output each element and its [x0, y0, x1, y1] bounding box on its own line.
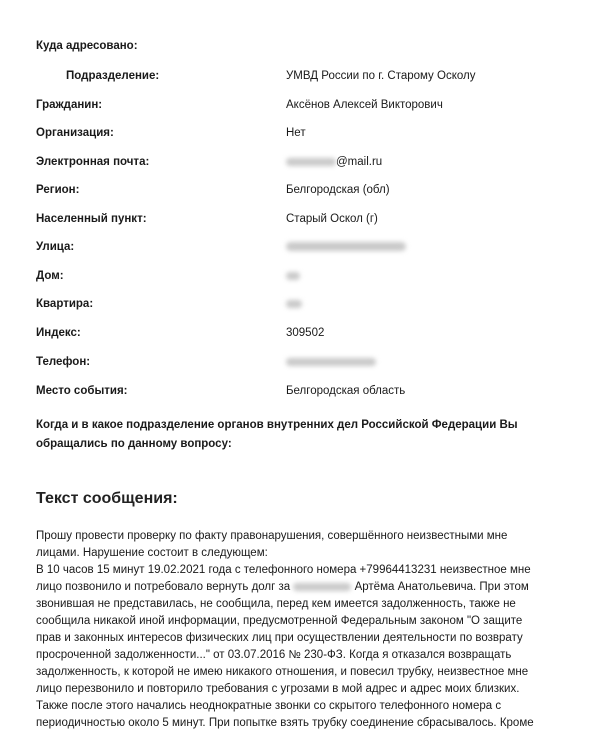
field-row-organization [0, 127, 595, 143]
redacted-blur [286, 242, 406, 251]
field-value-event-place: Белгородская область [286, 385, 406, 397]
email-domain: @mail.ru [336, 156, 383, 168]
field-row-house [0, 270, 595, 286]
field-label-organization: Организация: [36, 127, 114, 139]
field-row-email [0, 156, 595, 172]
field-value-email [286, 156, 382, 168]
message-line [36, 579, 556, 596]
message-title: Текст сообщения: [36, 490, 178, 507]
field-value-house [286, 270, 300, 282]
field-label-email: Электронная почта: [36, 156, 150, 168]
field-label-region: Регион: [36, 184, 80, 196]
field-row-phone [0, 356, 595, 372]
message-body [36, 528, 556, 732]
message-line: задолженность, к которой не имею никакого отношения, и повесил трубку, неизвестное мне [36, 666, 529, 678]
redacted-blur [286, 272, 300, 280]
message-line: лицо перезвонило и повторило требования с угрозами в мой адрес и адрес моих близких. [36, 683, 520, 695]
field-value-apartment [286, 298, 302, 310]
message-line: Также после этого начались неоднократные звонки со скрытого телефонного номера с [36, 700, 502, 712]
field-row-street [0, 241, 595, 257]
field-value-region: Белгородская (обл) [286, 184, 390, 196]
field-label-index: Индекс: [36, 327, 81, 339]
field-label-event-place: Место события: [36, 385, 128, 397]
field-value-settlement: Старый Оскол (г) [286, 213, 378, 225]
message-line: просроченной задолженности..." от 03.07.2016 № 230-ФЗ. Когда я отказался возвращать [36, 649, 512, 661]
field-row-region [0, 184, 595, 200]
redacted-blur [293, 583, 351, 591]
field-value-index: 309502 [286, 327, 325, 339]
field-value-citizen: Аксёнов Алексей Викторович [286, 99, 443, 111]
message-line: сообщила никакой иной информации, предусмотренной Федеральным законом "О защите [36, 615, 523, 627]
question-line: Когда и в какое подразделение органов внутренних дел Российской Федерации Вы [36, 419, 518, 431]
field-label-street: Улица: [36, 241, 75, 253]
message-line-part: лицо позвонило и потребовало вернуть долг за [36, 581, 291, 593]
field-row-citizen [0, 99, 595, 115]
field-label-department: Подразделение: [66, 70, 160, 82]
message-line: лицами. Нарушение состоит в следующем: [36, 547, 268, 559]
redacted-blur [286, 300, 302, 308]
field-label-house: Дом: [36, 270, 64, 282]
addressed-title: Куда адресовано: [36, 40, 138, 52]
redacted-blur [286, 158, 336, 166]
field-label-phone: Телефон: [36, 356, 91, 368]
message-line: В 10 часов 15 минут 19.02.2021 года с телефонного номера +79964413231 неизвестное мне [36, 564, 531, 576]
field-row-department [0, 70, 595, 86]
message-line: прав и законных интересов физических лиц при осуществлении деятельности по возврату [36, 632, 523, 644]
question-line: обращались по данному вопросу: [36, 438, 232, 450]
field-value-organization: Нет [286, 127, 306, 139]
previous-appeal-question [36, 416, 556, 454]
field-value-department: УМВД России по г. Старому Осколу [286, 70, 476, 82]
field-label-citizen: Гражданин: [36, 99, 103, 111]
field-label-apartment: Квартира: [36, 298, 94, 310]
field-value-street [286, 241, 406, 253]
message-line-part: Артёма Анатольевича. При этом [354, 581, 529, 593]
message-line: Прошу провести проверку по факту правонарушения, совершённого неизвестными мне [36, 530, 508, 542]
field-row-index [0, 327, 595, 343]
field-value-phone [286, 356, 376, 368]
message-line: звонившая не представилась, не сообщила, перед кем имеется задолженность, также не [36, 598, 516, 610]
field-row-settlement [0, 213, 595, 229]
redacted-blur [286, 358, 376, 366]
field-label-settlement: Населенный пункт: [36, 213, 147, 225]
field-row-event-place [0, 385, 595, 401]
message-line: периодичностью около 5 минут. При попытке взять трубку соединение сбрасывалось. Кроме [36, 717, 534, 729]
field-row-apartment [0, 298, 595, 314]
